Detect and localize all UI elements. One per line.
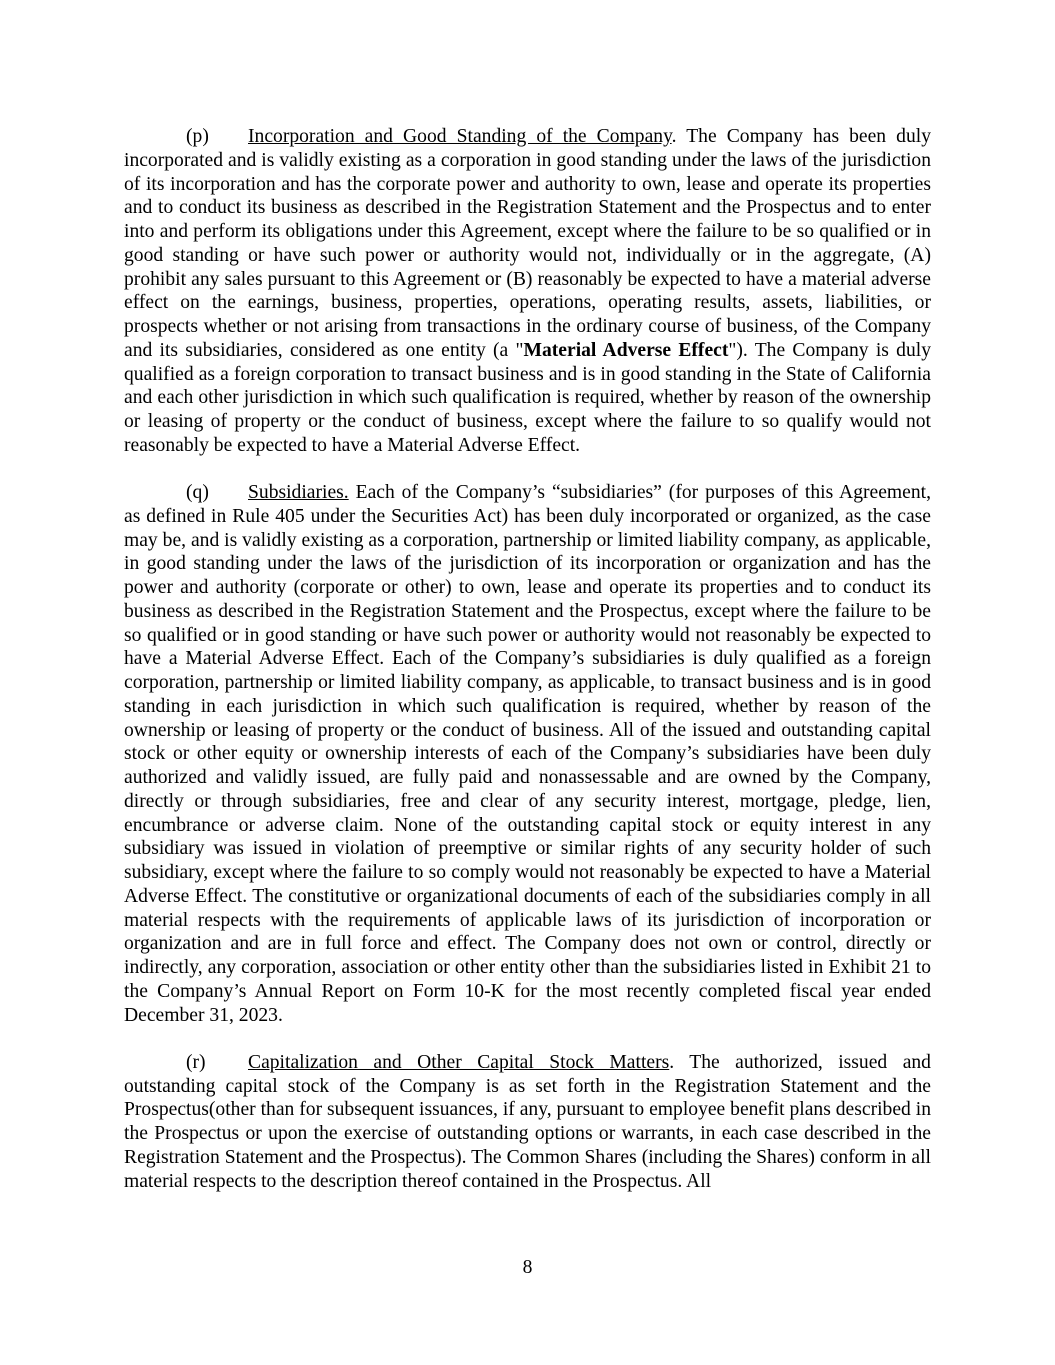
section-heading: Capitalization and Other Capital Stock Matters [248, 1051, 670, 1073]
document-body [124, 125, 931, 1217]
section-text: . The authorized, issued and outstanding capital stock of the Company is as set forth in the Registration Statement and the Prospectus(other than for subsequent issuances, if any, pursuant to employee benefit plans described in the Prospectus or upon the exercise of outstanding options or warrants, in each case described in the Registration Statement and the Prospectus). The Common Shares (including the Shares) conform in all material respects to the description thereof contained in the Prospectus. All [124, 1051, 931, 1192]
section-letter: (q) [186, 482, 209, 503]
section-text-continued: "). The Company is duly qualified as a foreign corporation to transact business and is in good standing in the State of California and each other jurisdiction in which such qualification is required, whether by reason of the ownership or leasing of property or the conduct of business, except where the failure to so qualify would not reasonably be expected to have a Material Adverse Effect. [124, 339, 931, 456]
section-text: . The Company has been duly incorporated and is validly existing as a corporation in good standing under the laws of the jurisdiction of its incorporation and has the corporate power and authority to own, lease and operate its properties and to conduct its business as described in the Registration Statement and the Prospectus and to enter into and perform its obligations under this Agreement, except where the failure to be so qualified or in good standing or have such power or authority would not, individually or in the aggregate, (A) prohibit any sales pursuant to this Agreement or (B) reasonably be expected to have a material adverse effect on the earnings, business, properties, operations, operating results, assets, liabilities, or prospects whether or not arising from transactions in the ordinary course of business, of the Company and its subsidiaries, considered as one entity (a " [124, 126, 931, 361]
section-letter: (r) [186, 1051, 206, 1073]
section-q [124, 481, 931, 1027]
section-heading: Incorporation and Good Standing of the Company [248, 126, 672, 147]
section-heading: Subsidiaries. [248, 482, 349, 503]
section-letter: (p) [186, 126, 209, 147]
section-text: Each of the Company’s “subsidiaries” (for purposes of this Agreement, as defined in Rule 405 under the Securities Act) has been duly incorporated or organized, as the case may be, and is validly existing as a corporation, partnership or limited liability company, as applicable, in good standing under the laws of the jurisdiction of its incorporation or organization and has the power and authority (corporate or other) to own, lease and operate its properties and to conduct its business as described in the Registration Statement and the Prospectus, except where the failure to be so qualified or in good standing or have such power or authority would not reasonably be expected to have a Material Adverse Effect. Each of the Company’s subsidiaries is duly qualified as a foreign corporation, partnership or limited liability company, as applicable, to transact business and is in good standing in each jurisdiction in which such qualification is required, whether by reason of the ownership or leasing of property or the conduct of business. All of the issued and outstanding capital stock or other equity or ownership interests of each of the Company’s subsidiaries have been duly authorized and validly issued, are fully paid and nonassessable and are owned by the Company, directly or through subsidiaries, free and clear of any security interest, mortgage, pledge, lien, encumbrance or adverse claim. None of the outstanding capital stock or equity interest in any subsidiary was issued in violation of preemptive or similar rights of any security holder of such subsidiary, except where the failure to so comply would not reasonably be expected to have a Material Adverse Effect. The constitutive or organizational documents of each of the subsidiaries comply in all material respects with the requirements of applicable laws of its jurisdiction of incorporation or organization and are in full force and effect. The Company does not own or control, directly or indirectly, any corporation, association or other entity other than the subsidiaries listed in Exhibit 21 to the Company’s Annual Report on Form 10-K for the most recently completed fiscal year ended December 31, 2023. [124, 482, 931, 1026]
section-p [124, 125, 931, 458]
section-r [124, 1051, 931, 1194]
page-number: 8 [522, 1257, 533, 1278]
defined-term: Material Adverse Effect [523, 339, 729, 361]
